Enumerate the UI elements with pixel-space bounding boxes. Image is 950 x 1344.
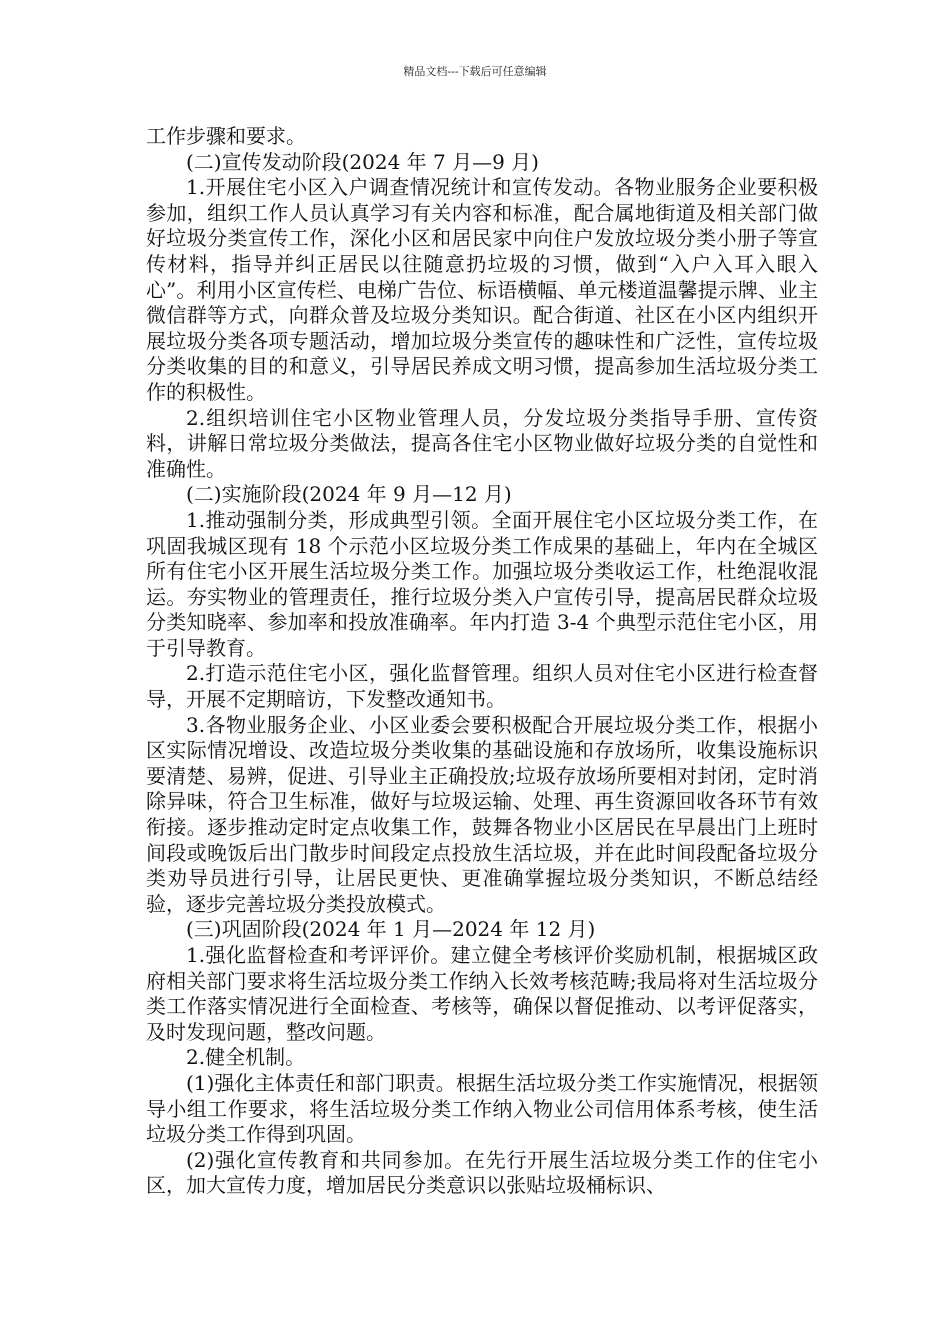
- paragraph-implementation-1: 1.推动强制分类，形成典型引领。全面开展住宅小区垃圾分类工作，在巩固我城区现有 18 个示范小区垃圾分类工作成果的基础上，年内在全城区所有住宅小区开展生活垃圾分类工作。加强垃圾分类收运工作，杜绝混收混运。夯实物业的管理责任，推行垃圾分类入户宣传引导，提高居民群众垃圾分类知晓率、参加率和投放准确率。年内打造 3-4 个典型示范住宅小区，用于引导教育。: [146, 507, 818, 660]
- paragraph-publicity-1: 1.开展住宅小区入户调查情况统计和宣传发动。各物业服务企业要积极参加，组织工作人员认真学习有关内容和标准，配合属地街道及相关部门做好垃圾分类宣传工作，深化小区和居民家中向住户发放垃圾分类小册子等宣传材料，指导并纠正居民以往随意扔垃圾的习惯，做到“入户入耳入眼入心”。利用小区宣传栏、电梯广告位、标语横幅、单元楼道温馨提示牌、业主微信群等方式，向群众普及垃圾分类知识。配合街道、社区在小区内组织开展垃圾分类各项专题活动，增加垃圾分类宣传的趣味性和广泛性，宣传垃圾分类收集的目的和意义，引导居民养成文明习惯，提高参加生活垃圾分类工作的积极性。: [146, 175, 818, 404]
- document-body: [146, 124, 818, 1199]
- paragraph-consolidation-2: 2.健全机制。: [186, 1045, 306, 1070]
- page-header: 精品文档---下载后可任意编辑: [403, 65, 547, 78]
- paragraph-implementation-3: 3.各物业服务企业、小区业委会要积极配合开展垃圾分类工作，根据小区实际情况增设、改造垃圾分类收集的基础设施和存放场所，收集设施标识要清楚、易辨，促进、引导业主正确投放;垃圾存放场所要相对封闭，定时消除异味，符合卫生标准，做好与垃圾运输、处理、再生资源回收各环节有效衔接。逐步推动定时定点收集工作，鼓舞各物业小区居民在早晨出门上班时间段或晚饭后出门散步时间段定点投放生活垃圾，并在此时间段配备垃圾分类劝导员进行引导，让居民更快、更准确掌握垃圾分类知识，不断总结经验，逐步完善垃圾分类投放模式。: [146, 712, 818, 916]
- paragraph-implementation-2: 2.打造示范住宅小区，强化监督管理。组织人员对住宅小区进行检查督导，开展不定期暗访，下发整改通知书。: [146, 661, 818, 712]
- paragraph-publicity-2: 2.组织培训住宅小区物业管理人员，分发垃圾分类指导手册、宣传资料，讲解日常垃圾分类做法，提高各住宅小区物业做好垃圾分类的自觉性和准确性。: [146, 405, 818, 481]
- section-heading-publicity: (二)宣传发动阶段(2024 年 7 月—9 月): [186, 149, 539, 174]
- section-heading-implementation: (二)实施阶段(2024 年 9 月—12 月): [186, 482, 512, 507]
- paragraph-consolidation-1: 1.强化监督检查和考评评价。建立健全考核评价奖励机制，根据城区政府相关部门要求将生活垃圾分类工作纳入长效考核范畴;我局将对生活垃圾分类工作落实情况进行全面检查、考核等，确保以督促推动、以考评促落实，及时发现问题，整改问题。: [146, 943, 818, 1044]
- paragraph-consolidation-2-1: (1)强化主体责任和部门职责。根据生活垃圾分类工作实施情况，根据领导小组工作要求，将生活垃圾分类工作纳入物业公司信用体系考核，使生活垃圾分类工作得到巩固。: [146, 1070, 818, 1147]
- paragraph-1: 工作步骤和要求。: [146, 124, 306, 148]
- section-heading-consolidation: (三)巩固阶段(2024 年 1 月—2024 年 12 月): [186, 917, 596, 942]
- paragraph-consolidation-2-2: (2)强化宣传教育和共同参加。在先行开展生活垃圾分类工作的住宅小区，加大宣传力度，增加居民分类意识以张贴垃圾桶标识、: [146, 1147, 818, 1198]
